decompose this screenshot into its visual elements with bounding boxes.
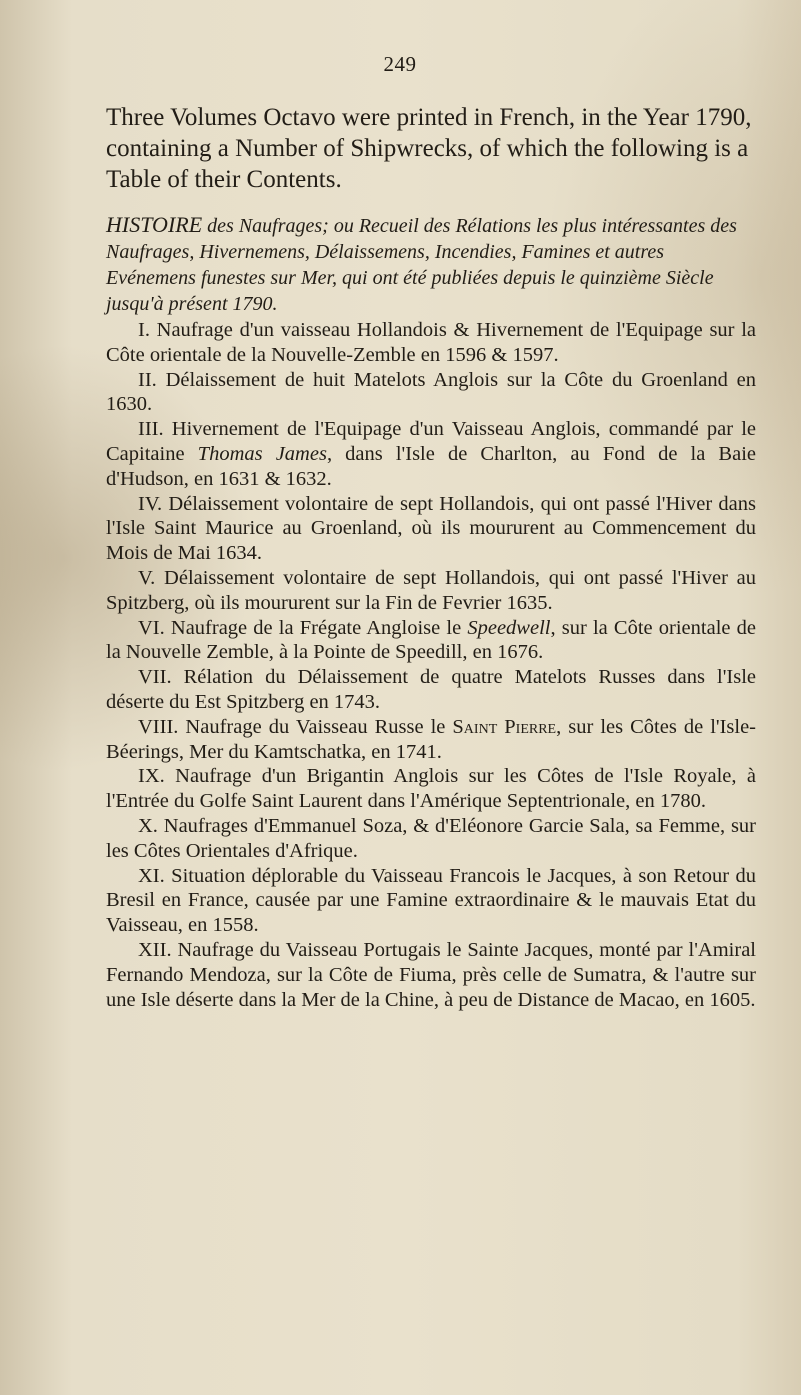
contents-entry-1: I. Naufrage d'un vaisseau Hollandois & Hivernement de l'Equipage sur la Côte orientale de la Nouvelle-Zemble en 1596 & 1597. bbox=[106, 319, 756, 366]
contents-entry-7: VII. Rélation du Délaissement de quatre Matelots Russes dans l'Isle déserte du Est Spitzberg en 1743. bbox=[106, 666, 756, 713]
entry-3-text-end: , dans l'Isle de Charlton, au Fond de la Baie d'Hudson, en 1631 & 1632. bbox=[106, 442, 756, 490]
contents-entry-4: IV. Délaissement volontaire de sept Hollandois, qui ont passé l'Hiver dans l'Isle Saint Maurice au Groenland, où ils moururent au Commencement du Mois de Mai 1634. bbox=[106, 492, 756, 565]
contents-entry-12: XII. Naufrage du Vaisseau Portugais le Sainte Jacques, monté par l'Amiral Fernando Mendoza, sur la Côte de Fiuma, près celle de Sumatra, & l'autre sur une Isle déserte dans la Mer de la Chine, à peu de Distance de Macao, en 1605. bbox=[106, 938, 756, 1011]
contents-entry-3 bbox=[106, 417, 756, 491]
contents-entry-9: IX. Naufrage d'un Brigantin Anglois sur les Côtes de l'Isle Royale, à l'Entrée du Golfe Saint Laurent dans l'Amérique Septentrionale, en 1780. bbox=[106, 765, 756, 813]
book-title-main: HISTOIRE bbox=[106, 212, 203, 237]
contents-entry-5: V. Délaissement volontaire de sept Hollandois, qui ont passé l'Hiver au Spitzberg, où ils moururent sur la Fin de Fevrier 1635. bbox=[106, 566, 756, 614]
entry-8-text-end: , sur les Côtes de l'Isle-Béerings, Mer du Kamtschatka, en 1741. bbox=[106, 715, 757, 763]
entry-6-text: VI. Naufrage de la Frégate Angloise le bbox=[138, 616, 468, 639]
book-title-rest: des Naufrages; ou Recueil des Rélations les plus intéressantes des Naufrages, Hivernemens, Délaissemens, Incendies, Famines et autres Evénemens funestes sur Mer, qui ont été publiées depuis le quinzième Siècle jusqu'à présent 1790. bbox=[106, 215, 737, 315]
contents-entry-6 bbox=[106, 616, 756, 666]
intro-text: Three Volumes Octavo were printed in French, in the Year 1790, containing a Number of Shipwrecks, of which the following is a Table of their Contents. bbox=[106, 104, 752, 193]
contents-entry-10: X. Naufrages d'Emmanuel Soza, & d'Eléonore Garcie Sala, sa Femme, sur les Côtes Orientales d'Afrique. bbox=[106, 814, 756, 862]
entry-8-text: VIII. Naufrage du Vaisseau Russe le bbox=[138, 715, 453, 738]
contents-entry-11: XI. Situation déplorable du Vaisseau Francois le Jacques, à son Retour du Bresil en France, causée par une Famine extraordinaire & le mauvais Etat du Vaisseau, en 1558. bbox=[106, 864, 756, 937]
book-title-block bbox=[106, 212, 756, 317]
entry-6-ship-name: Speedwell bbox=[467, 616, 551, 639]
entry-3-captain-name: Thomas James bbox=[197, 442, 327, 465]
entry-3-text: III. Hivernement de l'Equipage d'un Vaisseau Anglois, commandé par le Capitaine bbox=[106, 418, 756, 465]
page-number: 249 bbox=[383, 52, 417, 76]
entry-6-text-end: , sur la Côte orientale de la Nouvelle Zemble, à la Pointe de Speedill, en 1676. bbox=[106, 616, 756, 664]
contents-entry-2: II. Délaissement de huit Matelots Anglois sur la Côte du Groenland en 1630. bbox=[106, 368, 756, 416]
contents-list bbox=[106, 318, 756, 1012]
entry-8-ship-name: Saint Pierre bbox=[452, 715, 557, 738]
intro-paragraph bbox=[106, 102, 756, 195]
contents-entry-8 bbox=[106, 715, 756, 765]
